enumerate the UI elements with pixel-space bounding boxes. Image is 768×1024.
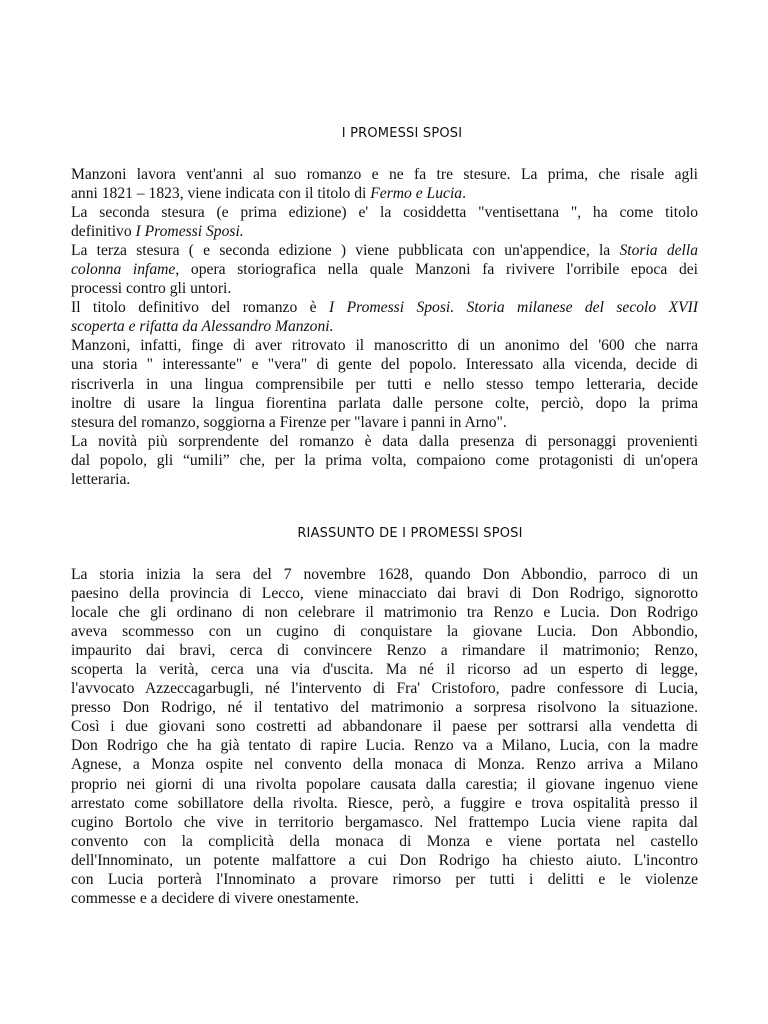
intro-paragraph-6 [71, 432, 698, 489]
italic-title: scoperta e rifatta da Alessandro Manzoni. [71, 318, 334, 336]
text-line: una storia " interessante" e "vera" di gente del popolo. Interessato alla vicenda, decide di [71, 356, 698, 374]
intro-paragraph-3 [71, 241, 698, 298]
text-line: scoperta la verità, cerca una via d'uscita. Ma né il ricorso ad un esperto di legge, [71, 661, 698, 679]
text-line: paesino della provincia di Lecco, viene minacciato dai bravi di Don Rodrigo, signorotto [71, 585, 698, 603]
intro-paragraph-2 [71, 203, 698, 241]
text-line: La terza stesura ( e seconda edizione ) viene pubblicata con un'appendice, la Storia della [71, 242, 699, 260]
italic-title: Storia della [619, 242, 699, 260]
text-line: Manzoni lavora vent'anni al suo romanzo e ne fa tre stesure. La prima, che risale agli [71, 166, 698, 183]
text-line: definitivo I Promessi Sposi. [71, 223, 244, 241]
text-line: Don Rodrigo che ha già tentato di rapire Lucia. Renzo va a Milano, Lucia, con la madre [71, 737, 698, 755]
text-line: Così i due giovani sono costretti ad abbandonare il paese per sottrarsi alla vendetta di [71, 718, 698, 736]
text-line: arrestato come sobillatore della rivolta. Riesce, però, a fuggire e trova ospitalità presso il [71, 794, 698, 812]
text-line: dal popolo, gli “umili” che, per la prima volta, compaiono come protagonisti di un'opera [71, 451, 698, 469]
text-line: locale che gli ordinano di non celebrare il matrimonio tra Renzo e Lucia. Don Rodrigo [71, 604, 698, 622]
text-line: dell'Innominato, un potente malfattore a cui Don Rodrigo ha chiesto aiuto. L'incontro [71, 851, 698, 869]
italic-title: I Promessi Sposi. [135, 223, 244, 241]
text-line: La storia inizia la sera del 7 novembre 1628, quando Don Abbondio, parroco di un [71, 566, 698, 583]
text-line: presso Don Rodrigo, né il tentativo del matrimonio a sorpresa risolvono la situazione. [71, 699, 698, 717]
text-line: proprio nei giorni di una rivolta popolare causata dalla carestia; il giovane ingenuo viene [71, 775, 698, 793]
document-title: I PROMESSI SPOSI [341, 126, 463, 141]
text-line: letteraria. [71, 470, 131, 488]
text-line: colonna infame, opera storiografica nella quale Manzoni fa rivivere l'orribile epoca dei [71, 261, 698, 279]
intro-paragraph-5 [71, 336, 698, 431]
italic-title: Fermo e Lucia [370, 185, 463, 203]
summary-heading: RIASSUNTO DE I PROMESSI SPOSI [297, 526, 523, 541]
text-line: Il titolo definitivo del romanzo è I Promessi Sposi. Storia milanese del secolo XVII [71, 299, 699, 317]
italic-title: I Promessi Sposi. Storia milanese del secolo XVII [329, 299, 699, 317]
text-line: Agnese, a Monza ospite nel convento della monaca di Monza. Renzo arriva a Milano [71, 756, 698, 774]
text-line: stesura del romanzo, soggiorna a Firenze per "lavare i panni in Arno". [71, 413, 507, 431]
summary-section [71, 565, 698, 908]
text-line: La seconda stesura (e prima edizione) e' la cosiddetta "ventisettana ", ha come titolo [71, 204, 698, 222]
text-line: processi contro gli untori. [71, 280, 232, 298]
text-line: l'avvocato Azzeccagarbugli, né l'intervento di Fra' Cristoforo, padre confessore di Lucia, [71, 680, 698, 698]
text-line: aveva scommesso con un cugino di conquistare la giovane Lucia. Don Abbondio, [71, 623, 698, 641]
text-line: inoltre di usare la lingua fiorentina parlata dalle persone colte, perciò, dopo la prima [71, 394, 698, 412]
text-line: convento con la complicità della monaca di Monza e viene portata nel castello [71, 832, 698, 850]
text-line: con Lucia porterà l'Innominato a provare rimorso per tutti i delitti e le violenze [71, 870, 698, 888]
intro-paragraph-4 [71, 298, 698, 336]
text-line: riscriverla in una lingua comprensibile per tutti e nello stesso tempo letteraria, decide [71, 375, 698, 393]
text-line: anni 1821 – 1823, viene indicata con il titolo di Fermo e Lucia. [71, 185, 466, 203]
text-line: La novità più sorprendente del romanzo è data dalla presenza di personaggi provenienti [71, 432, 698, 450]
text-line: impaurito dai bravi, cerca di convincere Renzo a rimandare il matrimonio; Renzo, [71, 642, 698, 660]
intro-section [71, 165, 698, 489]
text-line: Manzoni, infatti, finge di aver ritrovato il manoscritto di un anonimo del '600 che narra [71, 337, 698, 355]
text-line: cugino Bortolo che vive in territorio bergamasco. Nel frattempo Lucia viene rapita dal [71, 813, 698, 831]
italic-title: colonna infame [71, 261, 176, 279]
intro-paragraph-1 [71, 165, 698, 203]
text-line [71, 317, 698, 336]
text-line: commesse e a decidere di vivere onestamente. [71, 889, 359, 907]
summary-paragraph [71, 565, 698, 908]
